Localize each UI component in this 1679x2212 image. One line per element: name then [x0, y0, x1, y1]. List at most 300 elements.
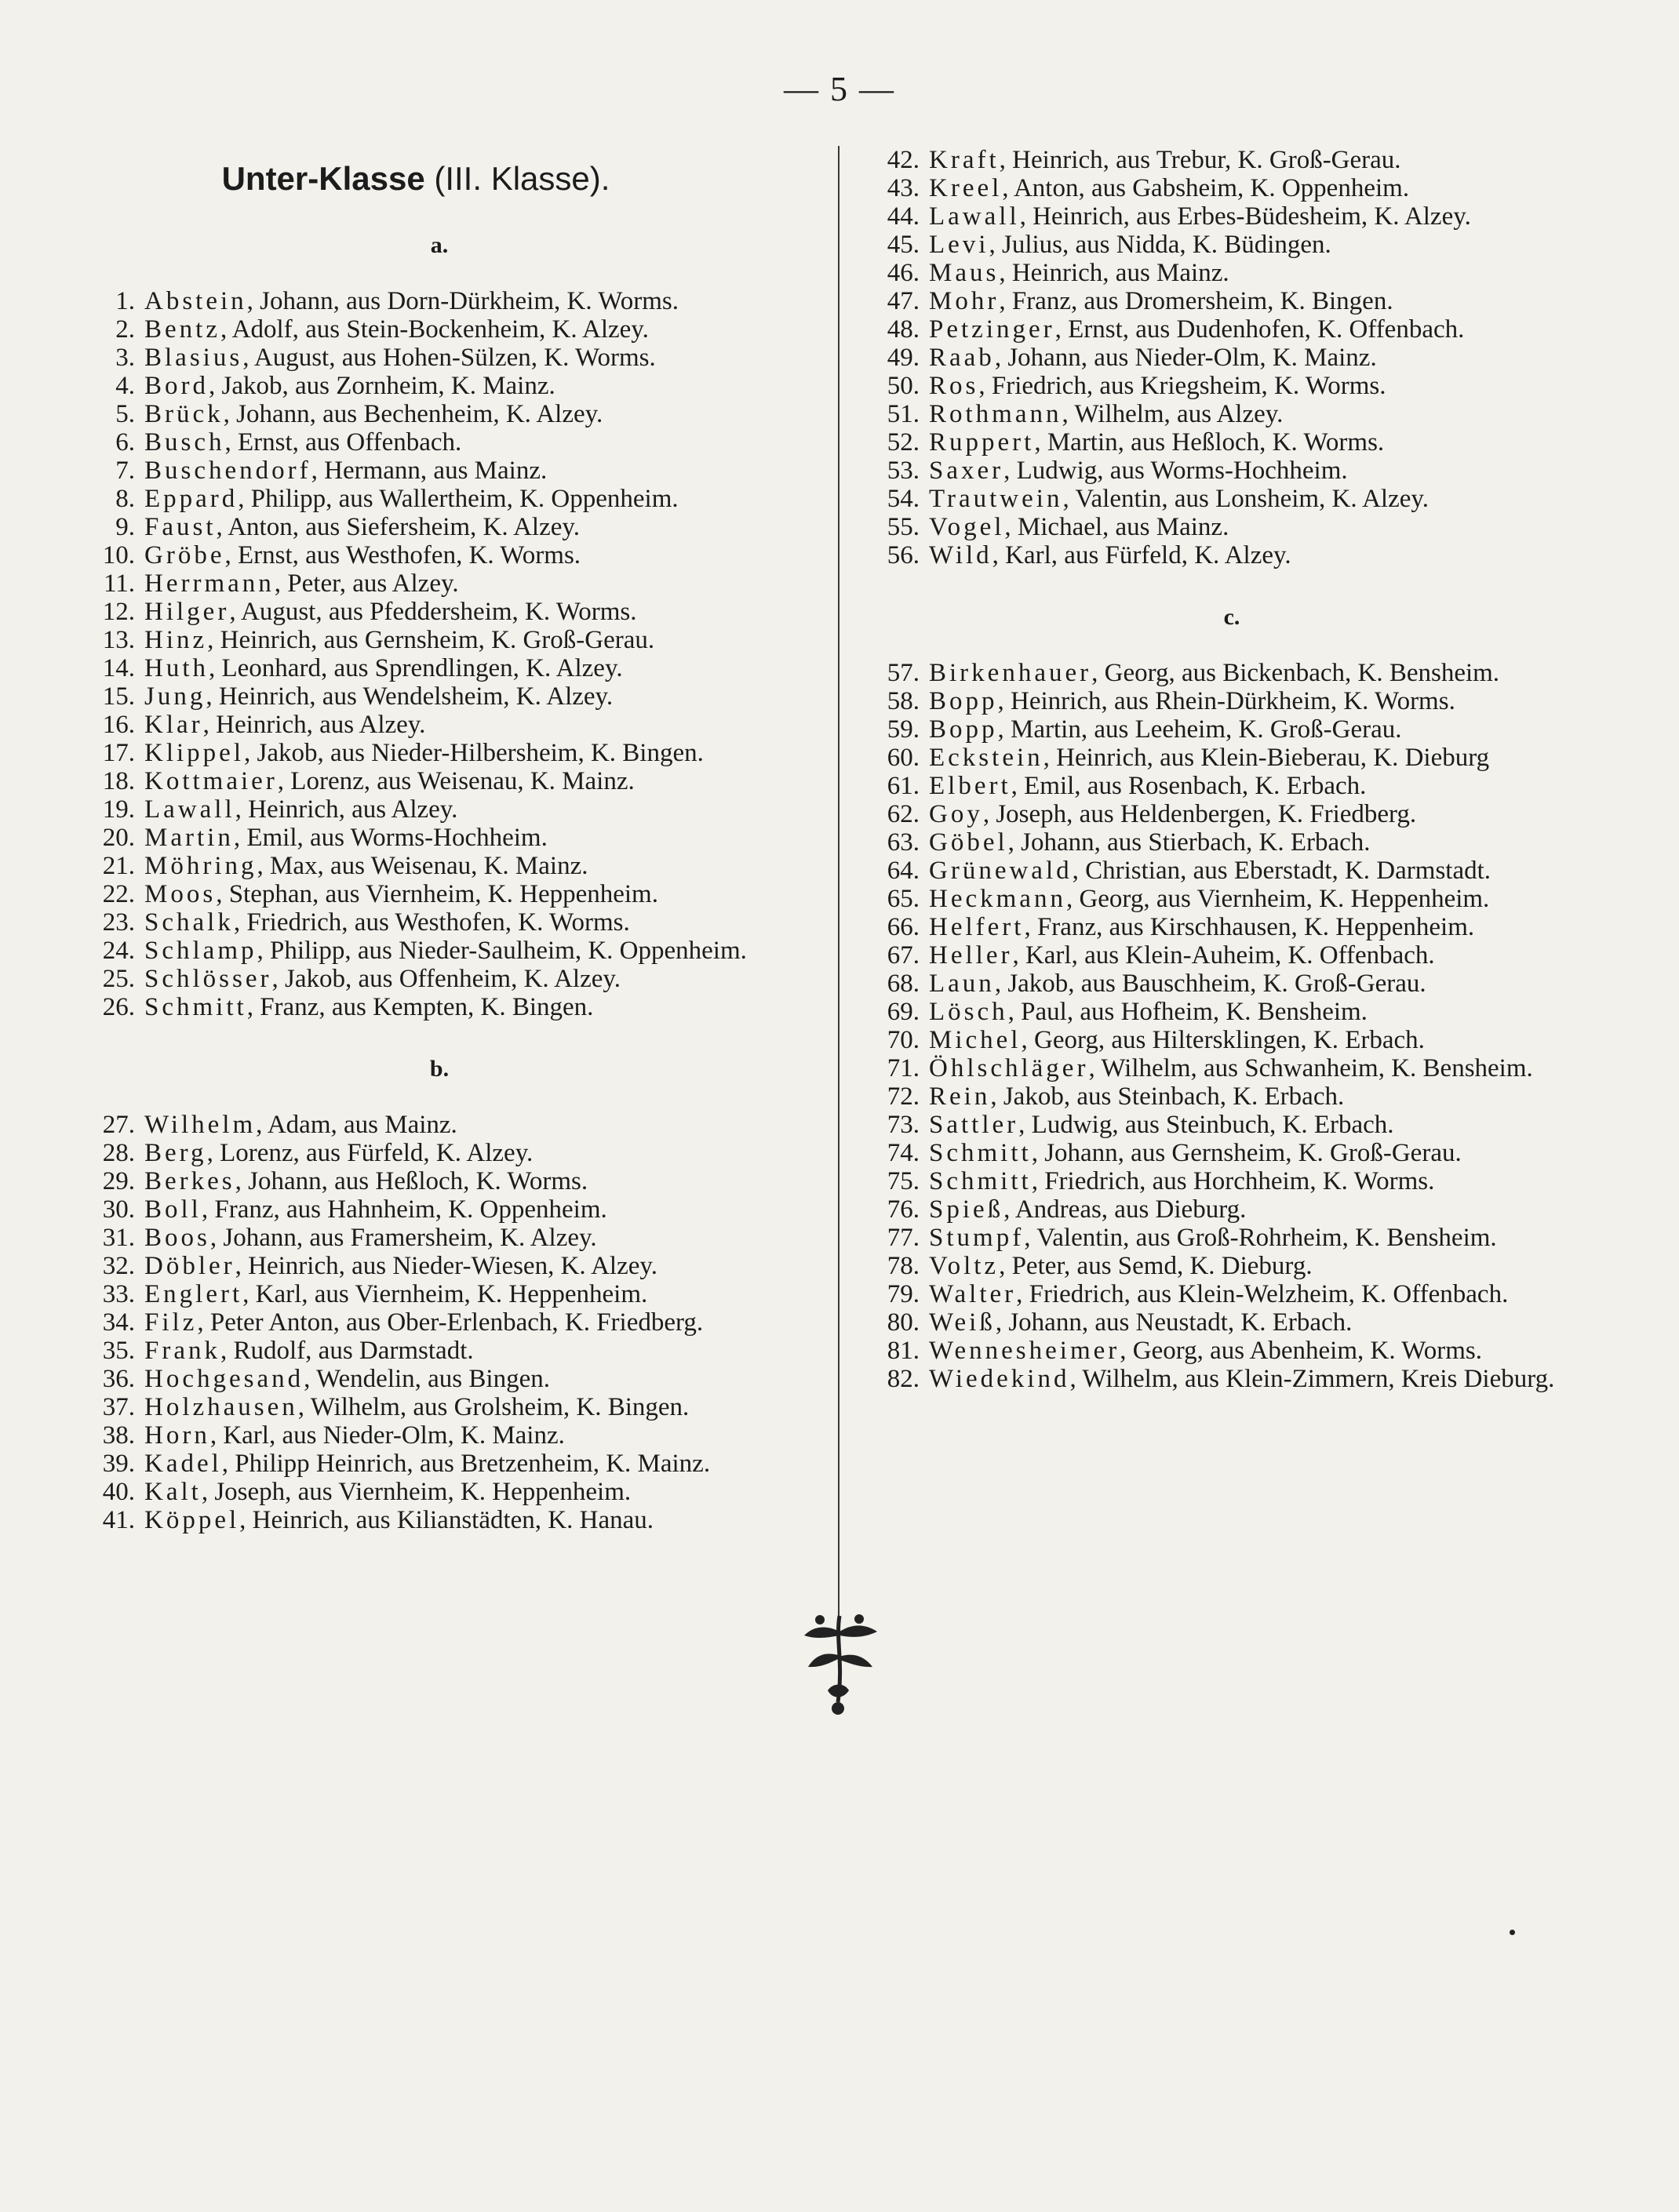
entry-text [929, 344, 1601, 372]
entry-text [929, 428, 1601, 457]
entry-surname: Weiß [929, 1308, 996, 1337]
entry-details: , Jakob, aus Offenheim, K. Alzey. [271, 965, 621, 993]
entry-text [929, 998, 1601, 1026]
entry-number: 60. [887, 744, 920, 772]
entry-details: , Johann, aus Bechenheim, K. Alzey. [223, 400, 603, 428]
entry-surname: Rothmann [929, 400, 1062, 428]
list-item [78, 513, 800, 541]
entry-text [144, 428, 800, 457]
entry-surname: Laun [929, 970, 995, 998]
list-item [863, 715, 1601, 744]
entry-number: 81. [887, 1337, 920, 1365]
entry-surname: Berg [144, 1139, 207, 1167]
entry-surname: Walter [929, 1280, 1017, 1308]
entry-surname: Levi [929, 231, 989, 259]
entry-details: , Max, aus Weisenau, K. Mainz. [257, 852, 588, 880]
entry-details: , Heinrich, aus Alzey. [235, 795, 458, 824]
entry-number: 59. [887, 715, 920, 744]
entry-surname: Hilger [144, 598, 230, 626]
entry-surname: Schlösser [144, 965, 272, 993]
entry-details: , Anton, aus Siefersheim, K. Alzey. [216, 513, 580, 541]
entry-number: 33. [102, 1280, 135, 1308]
entry-details: , Johann, aus Gernsheim, K. Groß-Gerau. [1031, 1139, 1462, 1167]
entry-details: , Franz, aus Hahnheim, K. Oppenheim. [201, 1195, 607, 1224]
entry-number: 55. [887, 513, 920, 541]
entry-number: 75. [887, 1167, 920, 1195]
entry-details: , Heinrich, aus Klein-Bieberau, K. Dieburg [1043, 744, 1490, 772]
entry-surname: Frank [144, 1337, 220, 1365]
entry-details: , Adolf, aus Stein-Bockenheim, K. Alzey. [220, 315, 649, 344]
entry-text [929, 1365, 1601, 1393]
entry-details: , Wilhelm, aus Grolsheim, K. Bingen. [297, 1393, 690, 1421]
entry-text [144, 767, 800, 795]
entry-surname: Blasius [144, 344, 243, 372]
entry-details: , Johann, aus Neustadt, K. Erbach. [995, 1308, 1353, 1337]
list-item [863, 315, 1601, 344]
list-item [78, 1167, 800, 1195]
entry-number: 80. [887, 1308, 920, 1337]
list-item [863, 828, 1601, 857]
entry-text [929, 1139, 1601, 1167]
entry-surname: Wiedekind [929, 1365, 1070, 1393]
entry-list-c [863, 659, 1601, 1393]
entry-details: , Andreas, aus Dieburg. [1003, 1195, 1247, 1224]
list-item [78, 400, 800, 428]
entry-surname: Stumpf [929, 1224, 1025, 1252]
entry-text [929, 687, 1601, 715]
entry-surname: Kraft [929, 146, 1000, 174]
entry-text [144, 908, 800, 937]
heading-sub: (III. Klasse). [434, 160, 610, 197]
entry-surname: Birkenhauer [929, 659, 1092, 687]
entry-number: 30. [102, 1195, 135, 1224]
entry-text [144, 1252, 800, 1280]
entry-number: 2. [115, 315, 135, 344]
entry-number: 1. [115, 287, 135, 315]
entry-text [929, 913, 1601, 941]
list-item [78, 1111, 800, 1139]
entry-text [144, 1478, 800, 1506]
entry-details: , Franz, aus Kirschhausen, K. Heppenheim. [1024, 913, 1475, 941]
entry-surname: Schlamp [144, 937, 257, 965]
section-label-b: b. [429, 1056, 450, 1082]
entry-text [144, 598, 800, 626]
entry-number: 76. [887, 1195, 920, 1224]
entry-details: , Hermann, aus Mainz. [311, 457, 548, 485]
entry-text [144, 485, 800, 513]
entry-surname: Goy [929, 800, 983, 828]
entry-details: , Karl, aus Nieder-Olm, K. Mainz. [209, 1421, 565, 1450]
list-item [78, 428, 800, 457]
entry-details: , Franz, aus Dromersheim, K. Bingen. [999, 287, 1393, 315]
list-item [78, 739, 800, 767]
entry-number: 62. [887, 800, 920, 828]
entry-surname: Englert [144, 1280, 243, 1308]
entry-number: 41. [102, 1506, 135, 1534]
entry-details: , Ludwig, aus Steinbuch, K. Erbach. [1018, 1111, 1394, 1139]
entry-surname: Köppel [144, 1506, 240, 1534]
list-item [78, 852, 800, 880]
entry-number: 42. [887, 146, 920, 174]
entry-surname: Grünewald [929, 857, 1073, 885]
entry-number: 44. [887, 202, 920, 231]
list-item [863, 1139, 1601, 1167]
entry-surname: Öhlschläger [929, 1054, 1089, 1082]
entry-surname: Kreel [929, 174, 1003, 202]
list-item [863, 1337, 1601, 1365]
list-item [863, 372, 1601, 400]
list-item [78, 1365, 800, 1393]
list-item [78, 315, 800, 344]
entry-surname: Lawall [144, 795, 235, 824]
entry-text [144, 287, 800, 315]
entry-surname: Voltz [929, 1252, 1000, 1280]
entry-number: 18. [102, 767, 135, 795]
entry-details: , Georg, aus Hiltersklingen, K. Erbach. [1021, 1026, 1425, 1054]
entry-surname: Rein [929, 1082, 991, 1111]
entry-text [929, 1111, 1601, 1139]
entry-details: , Philipp, aus Nieder-Saulheim, K. Oppenheim. [257, 937, 747, 965]
entry-surname: Vogel [929, 513, 1005, 541]
entry-surname: Moos [144, 880, 217, 908]
entry-details: , Heinrich, aus Gernsheim, K. Groß-Gerau. [207, 626, 655, 654]
entry-number: 82. [887, 1365, 920, 1393]
entry-surname: Döbler [144, 1252, 235, 1280]
entry-details: , Heinrich, aus Wendelsheim, K. Alzey. [206, 682, 614, 711]
section-label-a: a. [430, 232, 449, 258]
entry-details: , Ernst, aus Dudenhofen, K. Offenbach. [1054, 315, 1465, 344]
entry-details: , Jakob, aus Nieder-Hilbersheim, K. Bingen. [243, 739, 704, 767]
entry-details: , Wilhelm, aus Schwanheim, K. Bensheim. [1088, 1054, 1533, 1082]
entry-details: , Georg, aus Abenheim, K. Worms. [1120, 1337, 1483, 1365]
entry-surname: Huth [144, 654, 209, 682]
ink-speck [1510, 1930, 1515, 1935]
entry-details: , Jakob, aus Zornheim, K. Mainz. [209, 372, 555, 400]
entry-surname: Maus [929, 259, 1000, 287]
entry-surname: Sattler [929, 1111, 1019, 1139]
entry-text [929, 259, 1601, 287]
list-item [78, 711, 800, 739]
list-item [78, 795, 800, 824]
entry-text [929, 1308, 1601, 1337]
entry-surname: Spieß [929, 1195, 1004, 1224]
entry-list-b-part1 [78, 1111, 800, 1534]
entry-surname: Lawall [929, 202, 1020, 231]
list-item [863, 970, 1601, 998]
list-item [863, 744, 1601, 772]
entry-text [929, 828, 1601, 857]
list-item [78, 937, 800, 965]
entry-surname: Bentz [144, 315, 220, 344]
entry-number: 29. [102, 1167, 135, 1195]
entry-number: 4. [115, 372, 135, 400]
entry-surname: Martin [144, 824, 234, 852]
entry-surname: Möhring [144, 852, 257, 880]
entry-text [144, 1167, 800, 1195]
entry-details: , Heinrich, aus Kilianstädten, K. Hanau. [239, 1506, 654, 1534]
entry-text [144, 1308, 800, 1337]
entry-list-a [78, 287, 800, 1021]
entry-details: , Karl, aus Fürfeld, K. Alzey. [992, 541, 1291, 569]
entry-number: 71. [887, 1054, 920, 1082]
list-item [863, 998, 1601, 1026]
entry-details: , Georg, aus Bickenbach, K. Bensheim. [1091, 659, 1500, 687]
entry-text [929, 1280, 1601, 1308]
list-item [863, 146, 1601, 174]
entry-text [929, 1167, 1601, 1195]
entry-number: 54. [887, 485, 920, 513]
list-item [78, 1393, 800, 1421]
entry-details: , Joseph, aus Heldenbergen, K. Friedberg. [982, 800, 1417, 828]
entry-number: 12. [102, 598, 135, 626]
entry-text [929, 857, 1601, 885]
entry-details: , Johann, aus Heßloch, K. Worms. [235, 1167, 588, 1195]
entry-text [929, 146, 1601, 174]
entry-details: , Heinrich, aus Erbes-Büdesheim, K. Alzey. [1019, 202, 1471, 231]
entry-surname: Klippel [144, 739, 244, 767]
entry-surname: Kottmaier [144, 767, 278, 795]
entry-text [144, 1421, 800, 1450]
entry-list-b-part2 [863, 146, 1601, 569]
list-item [78, 1506, 800, 1534]
list-item [863, 1111, 1601, 1139]
entry-details: , Valentin, aus Groß-Rohrheim, K. Bensheim. [1024, 1224, 1497, 1252]
entry-text [929, 174, 1601, 202]
entry-details: , Rudolf, aus Darmstadt. [220, 1337, 474, 1365]
entry-number: 34. [102, 1308, 135, 1337]
list-item [863, 513, 1601, 541]
entry-number: 25. [102, 965, 135, 993]
entry-details: , Ernst, aus Westhofen, K. Worms. [224, 541, 581, 569]
entry-text [929, 1054, 1601, 1082]
entry-details: , Ludwig, aus Worms-Hochheim. [1003, 457, 1348, 485]
entry-details: , Wilhelm, aus Alzey. [1062, 400, 1284, 428]
entry-text [144, 937, 800, 965]
entry-number: 32. [102, 1252, 135, 1280]
entry-details: , Heinrich, aus Trebur, K. Groß-Gerau. [999, 146, 1401, 174]
entry-details: , Friedrich, aus Westhofen, K. Worms. [233, 908, 630, 937]
entry-number: 46. [887, 259, 920, 287]
entry-number: 11. [103, 569, 135, 598]
entry-number: 57. [887, 659, 920, 687]
entry-text [929, 772, 1601, 800]
entry-details: , Karl, aus Viernheim, K. Heppenheim. [242, 1280, 648, 1308]
list-item [863, 1252, 1601, 1280]
entry-details: , Friedrich, aus Horchheim, K. Worms. [1031, 1167, 1435, 1195]
entry-number: 64. [887, 857, 920, 885]
list-item [78, 993, 800, 1021]
entry-text [929, 231, 1601, 259]
entry-text [144, 569, 800, 598]
entry-surname: Lösch [929, 998, 1008, 1026]
entry-details: , Jakob, aus Bauschheim, K. Groß-Gerau. [994, 970, 1426, 998]
entry-surname: Jung [144, 682, 206, 711]
list-item [863, 885, 1601, 913]
entry-details: , Peter, aus Alzey. [274, 569, 459, 598]
entry-surname: Buschendorf [144, 457, 311, 485]
entry-details: , Emil, aus Rosenbach, K. Erbach. [1011, 772, 1367, 800]
entry-surname: Gröbe [144, 541, 225, 569]
entry-text [144, 1337, 800, 1365]
entry-details: , Emil, aus Worms-Hochheim. [233, 824, 548, 852]
list-item [78, 1139, 800, 1167]
entry-text [144, 654, 800, 682]
entry-text [929, 1337, 1601, 1365]
entry-details: , Johann, aus Stierbach, K. Erbach. [1007, 828, 1371, 857]
list-item [863, 1082, 1601, 1111]
entry-details: , Franz, aus Kempten, K. Bingen. [246, 993, 594, 1021]
list-item [863, 344, 1601, 372]
entry-text [144, 739, 800, 767]
entry-text [144, 852, 800, 880]
list-item [863, 457, 1601, 485]
entry-details: , Peter, aus Semd, K. Dieburg. [999, 1252, 1313, 1280]
list-item [863, 772, 1601, 800]
entry-text [144, 1139, 800, 1167]
entry-number: 49. [887, 344, 920, 372]
entry-number: 68. [887, 970, 920, 998]
entry-number: 53. [887, 457, 920, 485]
entry-text [929, 1195, 1601, 1224]
entry-text [144, 1280, 800, 1308]
list-item [863, 1308, 1601, 1337]
entry-text [144, 824, 800, 852]
entry-number: 39. [102, 1450, 135, 1478]
list-item [863, 1167, 1601, 1195]
entry-text [929, 1252, 1601, 1280]
entry-number: 48. [887, 315, 920, 344]
list-item [78, 1224, 800, 1252]
entry-surname: Kalt [144, 1478, 202, 1506]
entry-text [929, 885, 1601, 913]
entry-number: 43. [887, 174, 920, 202]
entry-surname: Petzinger [929, 315, 1055, 344]
entry-details: , Lorenz, aus Fürfeld, K. Alzey. [206, 1139, 534, 1167]
entry-number: 72. [887, 1082, 920, 1111]
entry-surname: Elbert [929, 772, 1011, 800]
entry-number: 69. [887, 998, 920, 1026]
list-item [78, 767, 800, 795]
entry-details: , Julius, aus Nidda, K. Büdingen. [989, 231, 1331, 259]
list-item [863, 1054, 1601, 1082]
entry-number: 37. [102, 1393, 135, 1421]
entry-text [144, 993, 800, 1021]
list-item [863, 485, 1601, 513]
list-item [78, 1337, 800, 1365]
list-item [863, 231, 1601, 259]
entry-surname: Ros [929, 372, 979, 400]
entry-details: , Jakob, aus Steinbach, K. Erbach. [990, 1082, 1345, 1111]
entry-surname: Abstein [144, 287, 247, 315]
list-item [863, 400, 1601, 428]
entry-number: 3. [115, 344, 135, 372]
entry-details: , Karl, aus Klein-Auheim, K. Offenbach. [1012, 941, 1435, 970]
entry-details: , Heinrich, aus Mainz. [999, 259, 1229, 287]
list-item [863, 857, 1601, 885]
entry-surname: Holzhausen [144, 1393, 298, 1421]
list-item [78, 569, 800, 598]
entry-surname: Michel [929, 1026, 1022, 1054]
entry-text [929, 372, 1601, 400]
entry-surname: Hinz [144, 626, 208, 654]
entry-number: 58. [887, 687, 920, 715]
entry-text [929, 202, 1601, 231]
entry-number: 35. [102, 1337, 135, 1365]
entry-details: , Johann, aus Framersheim, K. Alzey. [209, 1224, 597, 1252]
list-item [863, 659, 1601, 687]
entry-number: 9. [115, 513, 135, 541]
list-item [863, 541, 1601, 569]
list-item [78, 824, 800, 852]
entry-text [929, 287, 1601, 315]
entry-text [144, 457, 800, 485]
entry-details: , Wilhelm, aus Klein-Zimmern, Kreis Dieburg. [1069, 1365, 1555, 1393]
list-item [78, 541, 800, 569]
entry-details: , Stephan, aus Viernheim, K. Heppenheim. [216, 880, 658, 908]
left-column [78, 146, 800, 1534]
entry-details: , Wendelin, aus Bingen. [304, 1365, 550, 1393]
entry-number: 17. [102, 739, 135, 767]
entry-number: 26. [102, 993, 135, 1021]
entry-details: , Michael, aus Mainz. [1004, 513, 1229, 541]
entry-surname: Ruppert [929, 428, 1035, 457]
entry-number: 15. [102, 682, 135, 711]
list-item [78, 287, 800, 315]
entry-number: 47. [887, 287, 920, 315]
entry-number: 7. [115, 457, 135, 485]
list-item [78, 1280, 800, 1308]
entry-details: , Johann, aus Dorn-Dürkheim, K. Worms. [246, 287, 679, 315]
entry-text [144, 1195, 800, 1224]
entry-surname: Mohr [929, 287, 1000, 315]
entry-number: 78. [887, 1252, 920, 1280]
floral-ornament-icon [792, 1608, 887, 1718]
entry-number: 21. [102, 852, 135, 880]
page-heading [78, 160, 800, 198]
entry-text [929, 400, 1601, 428]
list-item [78, 965, 800, 993]
entry-surname: Saxer [929, 457, 1004, 485]
entry-details: , Johann, aus Nieder-Olm, K. Mainz. [994, 344, 1377, 372]
list-item [78, 654, 800, 682]
entry-number: 67. [887, 941, 920, 970]
entry-text [929, 315, 1601, 344]
entry-text [929, 744, 1601, 772]
entry-number: 65. [887, 885, 920, 913]
entry-text [144, 1506, 800, 1534]
entry-text [929, 970, 1601, 998]
entry-text [929, 1026, 1601, 1054]
list-item [78, 457, 800, 485]
entry-text [929, 457, 1601, 485]
list-item [863, 1280, 1601, 1308]
entry-number: 36. [102, 1365, 135, 1393]
list-item [78, 1421, 800, 1450]
entry-text [144, 1450, 800, 1478]
entry-number: 19. [102, 795, 135, 824]
entry-number: 45. [887, 231, 920, 259]
entry-text [144, 711, 800, 739]
entry-text [929, 513, 1601, 541]
entry-text [144, 1111, 800, 1139]
entry-surname: Bopp [929, 687, 998, 715]
entry-details: , Christian, aus Eberstadt, K. Darmstadt. [1072, 857, 1491, 885]
entry-number: 52. [887, 428, 920, 457]
entry-surname: Trautwein [929, 485, 1063, 513]
entry-number: 63. [887, 828, 920, 857]
entry-details: , Anton, aus Gabsheim, K. Oppenheim. [1002, 174, 1410, 202]
entry-number: 74. [887, 1139, 920, 1167]
